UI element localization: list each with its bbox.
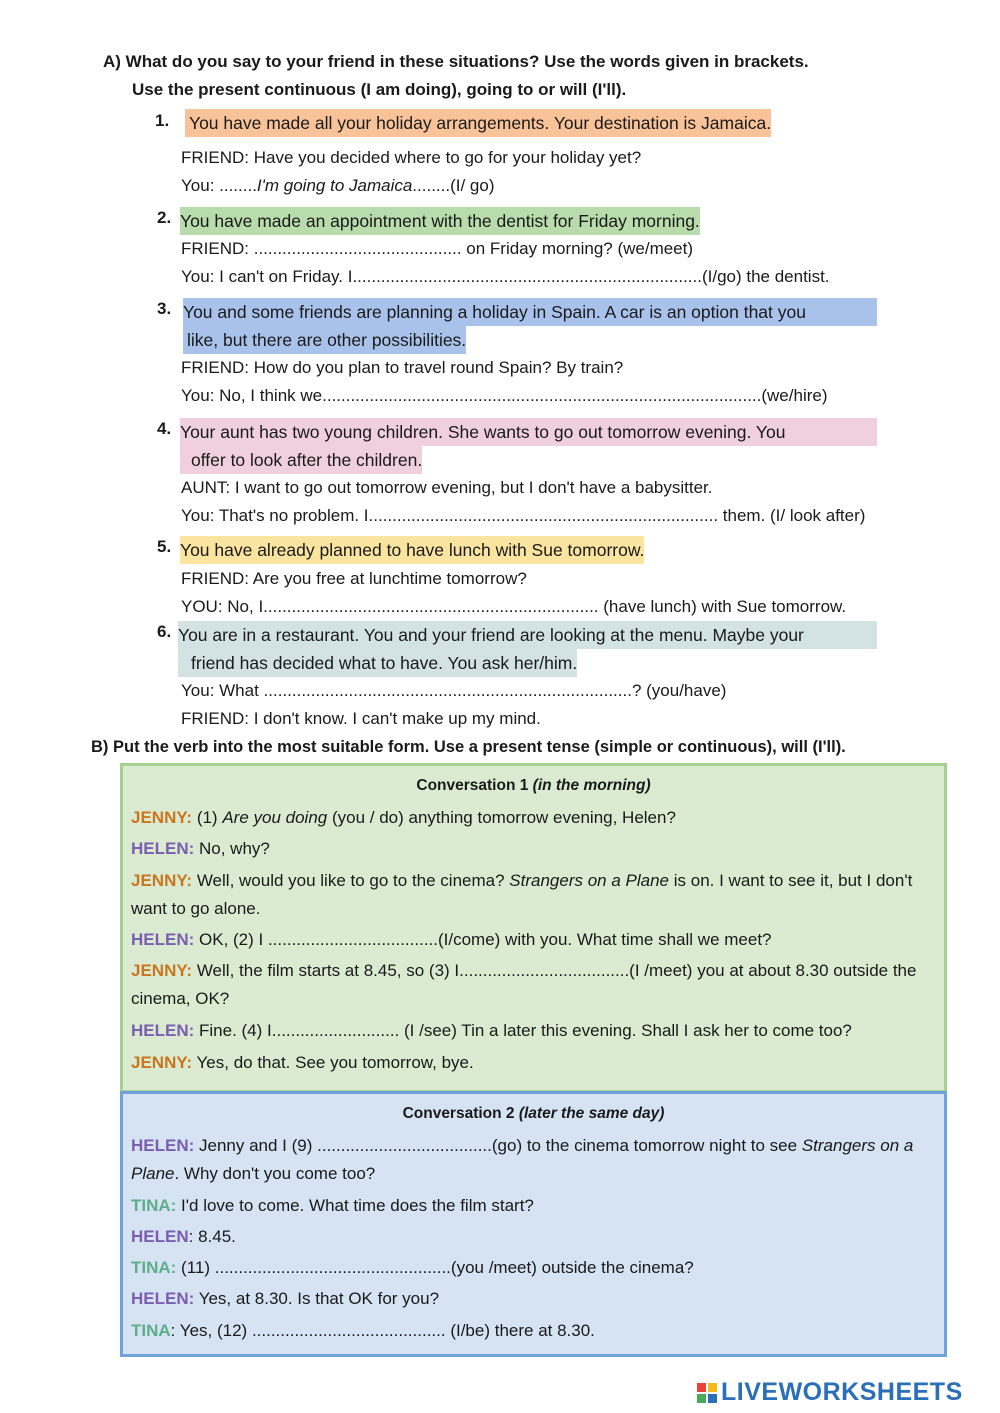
dialogue-line[interactable]: You: I can't on Friday. I..........................................................................(I/go) the dentist. <box>181 267 830 286</box>
dialogue-line: FRIEND: How do you plan to travel round Spain? By train? <box>181 358 624 377</box>
item-number: 6. <box>157 622 172 641</box>
dialogue-line[interactable] <box>131 926 941 954</box>
logo-square <box>708 1394 717 1403</box>
logo-square <box>697 1383 706 1392</box>
dialogue-line[interactable]: You: That's no problem. I.......................................................................... them. (I/ look after) <box>181 506 866 525</box>
item-number: 4. <box>157 419 172 438</box>
logo-square <box>697 1394 706 1403</box>
line-text[interactable]: (11) ..................................................(you /meet) outside the cinema? <box>176 1258 694 1277</box>
line-text: Yes, at 8.30. Is that OK for you? <box>194 1289 440 1308</box>
item-situation-line1: Your aunt has two young children. She wants to go out tomorrow evening. You <box>180 418 877 446</box>
line-text[interactable]: Well, the film starts at 8.45, so (3) I....................................(I /meet) you at about 8.30 outside the cinema, OK? <box>131 961 917 1008</box>
conversation-heading-note: (in the morning) <box>532 777 651 794</box>
line-text: . Why don't you come too? <box>174 1164 376 1183</box>
film-title: Strangers on a Plane <box>509 871 670 890</box>
section-a-title-line1: A) What do you say to your friend in these situations? Use the words given in brackets. <box>103 52 809 71</box>
speaker-helen: HELEN: <box>131 930 195 949</box>
speaker-jenny: JENNY: <box>131 961 193 980</box>
dialogue-line <box>131 1285 941 1313</box>
logo-text: LIVEWORKSHEETS <box>721 1378 963 1406</box>
dialogue-line[interactable] <box>131 1317 941 1345</box>
item-situation-line2: friend has decided what to have. You ask her/him. <box>178 649 577 677</box>
dialogue-line <box>131 1049 941 1077</box>
dialogue-line: FRIEND: I don't know. I can't make up my mind. <box>181 709 541 728</box>
speaker-jenny: JENNY: <box>131 871 193 890</box>
dialogue-line[interactable]: YOU: No, I....................................................................... (have lunch) with Sue tomorrow. <box>181 597 847 616</box>
dialogue-line[interactable]: You: No, I think we.............................................................................................(we/hire) <box>181 386 828 405</box>
line-text: No, why? <box>194 839 270 858</box>
dialogue-line: AUNT: I want to go out tomorrow evening, but I don't have a babysitter. <box>181 478 713 497</box>
line-text: (1) <box>192 808 223 827</box>
item-situation-line1: You are in a restaurant. You and your friend are looking at the menu. Maybe your <box>178 621 877 649</box>
answer-example <box>181 172 494 200</box>
speaker-helen: HELEN: <box>131 1021 195 1040</box>
item-number: 5. <box>157 537 172 556</box>
speaker-tina: TINA: <box>131 1196 177 1215</box>
dialogue-line[interactable] <box>131 1132 941 1188</box>
section-a-instructions <box>103 48 809 104</box>
line-text: Yes, do that. See you tomorrow, bye. <box>192 1053 474 1072</box>
dialogue-line <box>131 804 941 832</box>
conversation-1-heading <box>123 777 944 795</box>
dialogue-line <box>131 1192 941 1220</box>
item-situation-line2: like, but there are other possibilities. <box>183 326 466 354</box>
answer-suffix: ........(I/ go) <box>412 176 495 195</box>
speaker-jenny: JENNY: <box>131 808 193 827</box>
dialogue-line[interactable] <box>131 957 941 1013</box>
example-answer: Are you doing <box>222 808 328 827</box>
speaker-helen: HELEN: <box>131 1289 195 1308</box>
item-situation: You have made all your holiday arrangements. Your destination is Jamaica. <box>185 109 771 137</box>
logo-square <box>708 1383 717 1392</box>
line-text: Well, would you like to go to the cinema? <box>192 871 510 890</box>
line-text: : 8.45. <box>188 1227 236 1246</box>
conversation-1-box <box>120 763 947 1093</box>
film-title: Strangers on a Plane <box>131 1136 914 1183</box>
speaker-helen: HELEN: <box>131 1136 195 1155</box>
conversation-heading-text: Conversation 2 <box>402 1105 519 1122</box>
item-situation-line1: You and some friends are planning a holiday in Spain. A car is an option that you <box>183 298 877 326</box>
dialogue-line[interactable] <box>131 1017 941 1045</box>
dialogue-line <box>131 835 941 863</box>
conversation-heading-note: (later the same day) <box>518 1105 665 1122</box>
answer-prefix: You: ........ <box>181 176 257 195</box>
line-text: (you / do) anything tomorrow evening, Helen? <box>327 808 676 827</box>
speaker-tina: TINA: <box>131 1258 177 1277</box>
line-text[interactable]: OK, (2) I ....................................(I/come) with you. What time shall we meet? <box>194 930 772 949</box>
dialogue-line: FRIEND: Are you free at lunchtime tomorrow? <box>181 569 527 588</box>
conversation-2-heading <box>123 1105 944 1123</box>
speaker-jenny: JENNY: <box>131 1053 193 1072</box>
line-text[interactable]: Fine. (4) I........................... (I /see) Tin a later this evening. Shall I ask her to come too? <box>194 1021 852 1040</box>
logo-mark-icon <box>697 1383 717 1403</box>
line-text[interactable]: : Yes, (12) ......................................... (I/be) there at 8.30. <box>170 1321 595 1340</box>
section-b-instructions: B) Put the verb into the most suitable form. Use a present tense (simple or continuous), will (I'll). <box>91 738 846 756</box>
section-a-title-line2: Use the present continuous (I am doing), going to or will (I'll). <box>132 80 627 99</box>
conversation-2-box <box>120 1091 947 1357</box>
dialogue-line <box>131 867 941 923</box>
line-text[interactable]: Jenny and I (9) .....................................(go) to the cinema tomorrow night to see <box>194 1136 802 1155</box>
item-situation: You have already planned to have lunch with Sue tomorrow. <box>180 536 644 564</box>
liveworksheets-logo[interactable] <box>697 1378 963 1407</box>
item-number: 1. <box>155 111 170 130</box>
speaker-helen: HELEN: <box>131 839 195 858</box>
line-text: is on. I want to see it, but I don't want to go alone. <box>131 871 913 918</box>
dialogue-line[interactable] <box>131 1254 941 1282</box>
dialogue-line[interactable]: FRIEND: ............................................ on Friday morning? (we/meet) <box>181 239 694 258</box>
item-number: 3. <box>157 299 172 318</box>
answer-text: I'm going to Jamaica <box>256 176 413 195</box>
item-situation-line2: offer to look after the children. <box>180 446 422 474</box>
speaker-helen: HELEN <box>131 1227 189 1246</box>
dialogue-line[interactable]: You: What ..............................................................................? (you/have) <box>181 681 727 700</box>
conversation-heading-text: Conversation 1 <box>416 777 533 794</box>
dialogue-line: FRIEND: Have you decided where to go for your holiday yet? <box>181 148 642 167</box>
speaker-tina: TINA <box>131 1321 171 1340</box>
item-number: 2. <box>157 208 172 227</box>
dialogue-line <box>131 1223 941 1251</box>
line-text: I'd love to come. What time does the film start? <box>176 1196 534 1215</box>
item-situation: You have made an appointment with the dentist for Friday morning. <box>180 207 700 235</box>
